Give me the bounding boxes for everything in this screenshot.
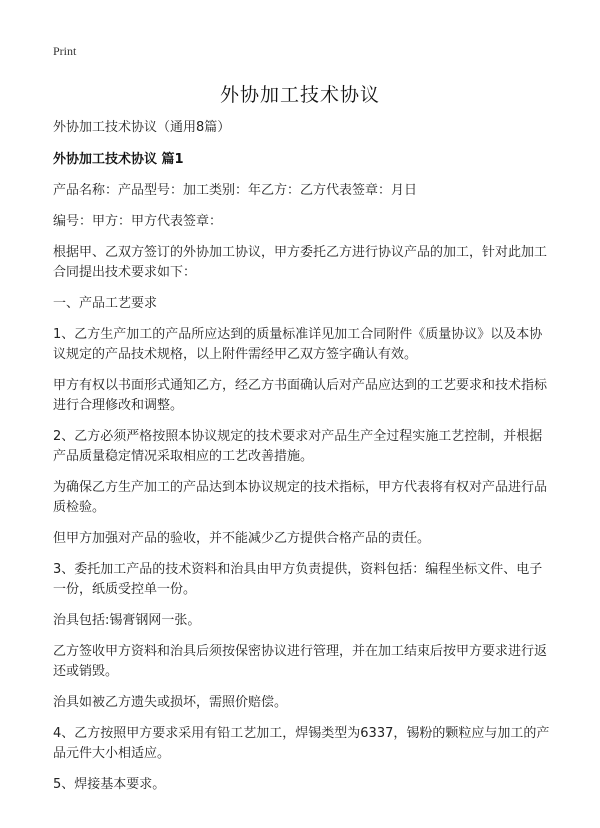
- paragraph-heading-process: 一、产品工艺要求: [53, 296, 158, 311]
- paragraph-fixtures: 治具包括:锡膏钢网一张。: [53, 613, 201, 628]
- paragraph-item-5: 5、焊接基本要求。: [53, 777, 166, 792]
- paragraph-product-info: 产品名称：产品型号：加工类别：年乙方：乙方代表签章：月日: [53, 183, 418, 198]
- paragraph-item-3: 3、委托加工产品的技术资料和治具由甲方负责提供，资料包括：编程坐标文件、电子一份，纸质受控单一份。: [53, 562, 543, 597]
- document-subtitle: 外协加工技术协议（通用8篇）: [53, 120, 231, 135]
- paragraph-responsibility: 但甲方加强对产品的验收，并不能减少乙方提供合格产品的责任。: [53, 531, 431, 546]
- document-body: [53, 118, 553, 806]
- print-link[interactable]: Print: [53, 44, 77, 58]
- paragraph-number-party: 编号：甲方：甲方代表签章：: [53, 214, 223, 229]
- document-title: 外协加工技术协议: [219, 84, 380, 106]
- paragraph-revision: 甲方有权以书面形式通知乙方，经乙方书面确认后对产品应达到的工艺要求和技术指标进行合理修改和调整。: [53, 378, 548, 413]
- paragraph-item-4: 4、乙方按照甲方要求采用有铅工艺加工，焊锡类型为6337，锡粉的颗粒应与加工的产品元件大小相适应。: [53, 726, 550, 761]
- paragraph-confidentiality: 乙方签收甲方资料和治具后须按保密协议进行管理，并在加工结束后按甲方要求进行返还或销毁。: [53, 644, 548, 679]
- paragraph-inspection: 为确保乙方生产加工的产品达到本协议规定的技术指标，甲方代表将有权对产品进行品质检验。: [53, 480, 548, 515]
- paragraph-compensation: 治具如被乙方遗失或损坏，需照价赔偿。: [53, 695, 288, 710]
- paragraph-intro: 根据甲、乙双方签订的外协加工协议，甲方委托乙方进行协议产品的加工，针对此加工合同提出技术要求如下：: [53, 245, 548, 280]
- section-heading: 外协加工技术协议 篇1: [53, 152, 184, 167]
- paragraph-item-2: 2、乙方必须严格按照本协议规定的技术要求对产品生产全过程实施工艺控制，并根据产品质量稳定情况采取相应的工艺改善措施。: [53, 429, 543, 464]
- paragraph-item-1: 1、乙方生产加工的产品所应达到的质量标准详见加工合同附件《质量协议》以及本协议规定的产品技术规格，以上附件需经甲乙双方签字确认有效。: [53, 327, 543, 362]
